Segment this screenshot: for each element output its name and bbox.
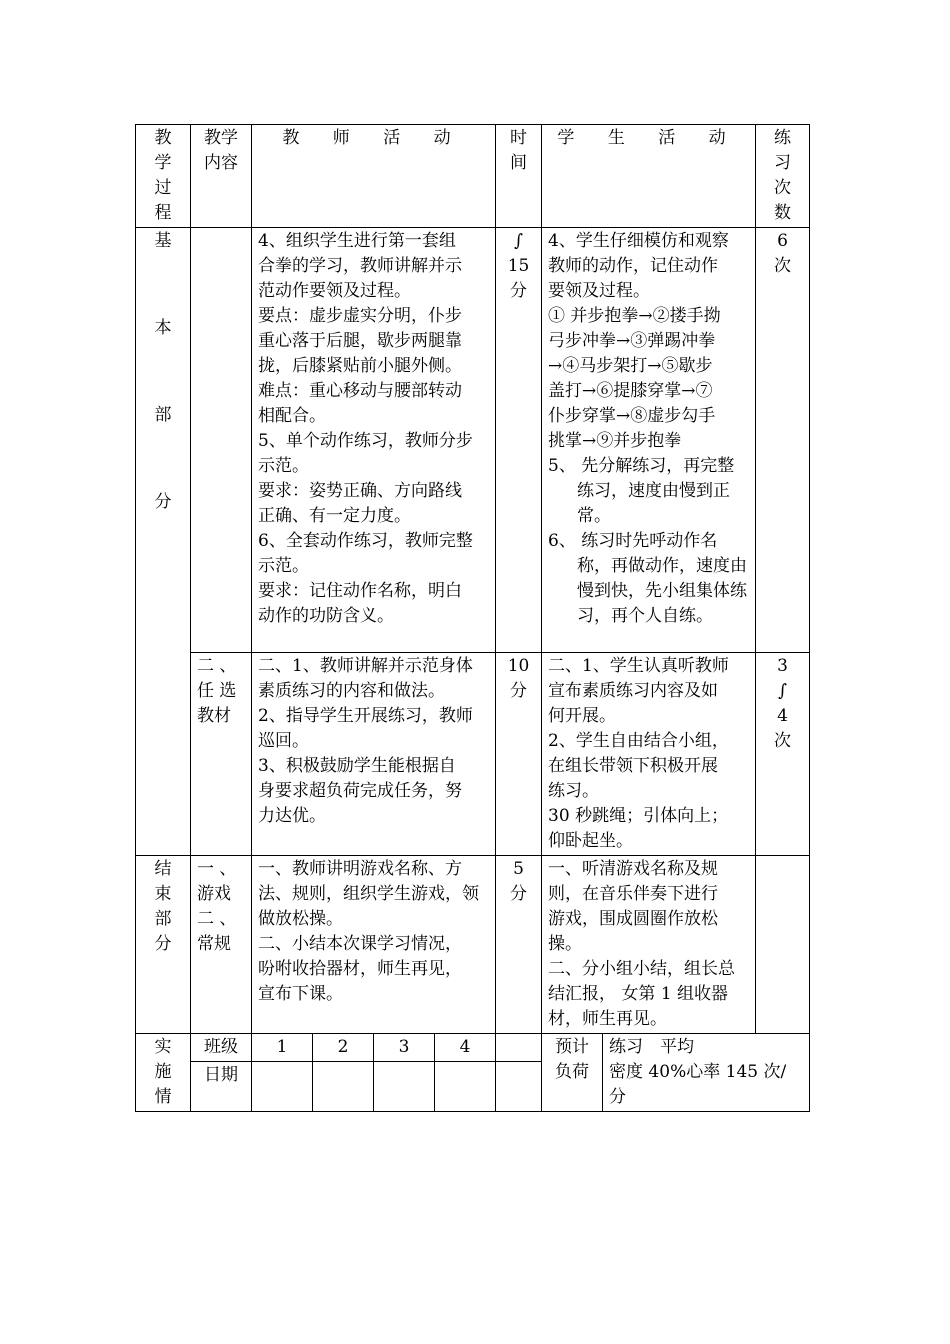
class-2: 2 [313,1034,374,1062]
end-row [136,856,810,1034]
end-content: 一 、 游戏 二 、 常规 [191,856,252,1034]
section-label-implementation: 实 施 情 [136,1034,191,1112]
load-text: 练习 平均 密度 40%心率 145 次/ 分 [603,1034,810,1112]
date-1 [252,1062,313,1112]
basic-row-1 [136,228,810,653]
header-content: 教学 内容 [191,125,252,228]
basic-student-activity-1: 4、学生仔细模仿和观察 教师的动作，记住动作 要领及过程。 ① 并步抱拳→②搂手拗 弓步冲拳→③弹踢冲拳 →④马步架打→⑤歇步 盖打→⑥提膝穿掌→⑦ 仆步穿掌→⑧虚步勾手 挑掌→⑨并步抱拳 5、 先分解练习，再完整练习，速度由慢到正常。 6、 练习时先呼动作名称，再做动作，速度由慢到快，先小组集体练习，再个人自练。 [542,228,756,653]
basic-content-2: 二 、 任 选 教材 [191,653,252,856]
date-3 [374,1062,435,1112]
header-count: 练 习 次 数 [756,125,810,228]
end-time: 5 分 [496,856,542,1034]
header-time: 时 间 [496,125,542,228]
basic-count-1: 6 次 [756,228,810,653]
class-label: 班级 [191,1034,252,1062]
date-2 [313,1062,374,1112]
header-process: 教 学 过 程 [136,125,191,228]
header-row [136,125,810,228]
basic-time-2: 10 分 [496,653,542,856]
date-label: 日期 [191,1062,252,1112]
header-teacher-activity: 教 师 活 动 [252,125,496,228]
header-student-activity: 学 生 活 动 [542,125,756,228]
basic-teacher-activity-1: 4、组织学生进行第一套组 合拳的学习，教师讲解并示 范动作要领及过程。 要点：虚步虚实分明，仆步 重心落于后腿，歇步两腿靠 拢，后膝紧贴前小腿外侧。 难点：重心移动与腰部转动 相配合。 5、单个动作练习，教师分步 示范。 要求：姿势正确、方向路线 正确、有一定力度。 6、全套动作练习，教师完整 示范。 要求：记住动作名称，明白 动作的功防含义。 [252,228,496,653]
section-label-basic: 基 本 部 分 [136,228,191,856]
section-label-end: 结 束 部 分 [136,856,191,1034]
basic-student-activity-2: 二、1、学生认真听教师 宣布素质练习内容及如 何开展。 2、学生自由结合小组， 在组长带领下积极开展 练习。 30 秒跳绳；引体向上； 仰卧起坐。 [542,653,756,856]
lesson-plan-table [135,124,810,1112]
basic-time-1: ∫ 15 分 [496,228,542,653]
end-student-activity: 一、听清游戏名称及规 则，在音乐伴奏下进行 游戏，围成圆圈作放松 操。 二、分小组小结，组长总 结汇报， 女第 1 组收器 材，师生再见。 [542,856,756,1034]
basic-count-2: 3 ∫ 4 次 [756,653,810,856]
class-3: 3 [374,1034,435,1062]
class-1: 1 [252,1034,313,1062]
basic-teacher-activity-2: 二、1、教师讲解并示范身体 素质练习的内容和做法。 2、指导学生开展练习，教师 巡回。 3、积极鼓励学生能根据自 身要求超负荷完成任务，努 力达优。 [252,653,496,856]
class-4: 4 [435,1034,496,1062]
class-blank [496,1034,542,1062]
basic-content-1 [191,228,252,653]
implementation-row-1 [136,1034,810,1062]
end-teacher-activity: 一、教师讲明游戏名称、方 法、规则，组织学生游戏，领 做放松操。 二、小结本次课学习情况， 吩咐收拾器材，师生再见， 宣布下课。 [252,856,496,1034]
load-label: 预计 负荷 [542,1034,603,1112]
date-blank [496,1062,542,1112]
date-4 [435,1062,496,1112]
basic-row-2 [136,653,810,856]
end-count [756,856,810,1034]
